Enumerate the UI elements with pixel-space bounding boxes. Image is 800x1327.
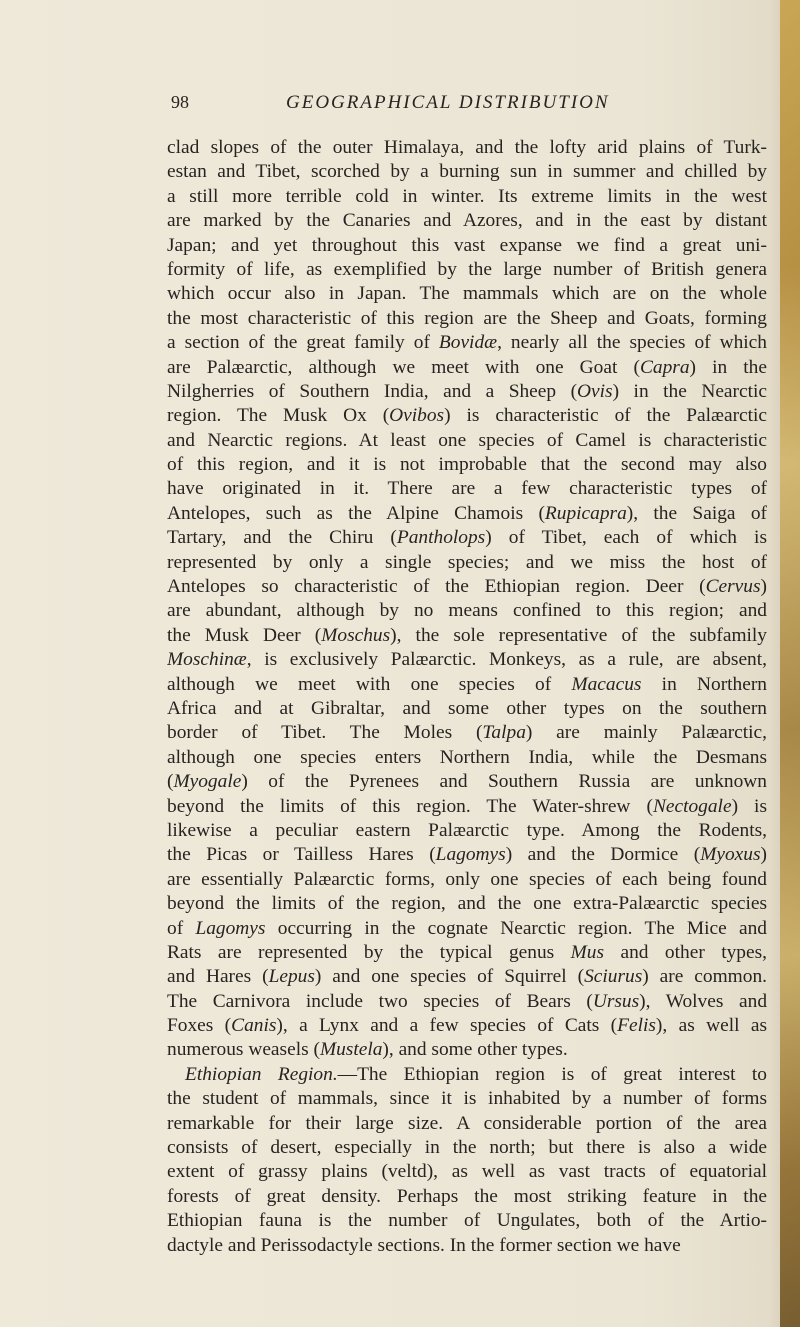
text-line (167, 234, 767, 258)
text-run: The Carnivora include two species of Bears ( (167, 990, 593, 1012)
text-run: region. The Musk Ox ( (167, 405, 390, 427)
italic-term: Nectogale (652, 795, 732, 817)
text-line (167, 941, 767, 965)
text-run: Rats are represented by the typical genus (167, 941, 571, 963)
text-run: and other types, (604, 941, 767, 963)
text-run: occurring in the cognate Nearctic region. The Mice and (265, 917, 767, 939)
text-line (167, 770, 767, 794)
italic-term: Mustela (319, 1039, 383, 1061)
text-line (167, 721, 767, 745)
italic-term: Capra (639, 356, 690, 378)
text-line (167, 1063, 767, 1087)
text-line (167, 185, 767, 209)
italic-term: Cervus (705, 576, 761, 598)
text-run: ) (760, 576, 767, 598)
italic-term: Lepus (268, 966, 315, 988)
text-run: the Musk Deer ( (167, 624, 322, 646)
text-line (167, 1185, 767, 1209)
text-run: of this region, and it is not improbable that the second may also (167, 454, 767, 476)
text-line (167, 551, 767, 575)
text-run: Foxes ( (167, 1015, 232, 1037)
italic-term: Moschus (321, 624, 391, 646)
text-line (167, 1234, 767, 1258)
text-line (167, 1136, 767, 1160)
italic-term: Macacus (571, 673, 642, 695)
text-line (167, 331, 767, 355)
text-line (167, 795, 767, 819)
text-line (167, 575, 767, 599)
text-run: ), the sole representative of the subfamily (390, 624, 767, 646)
italic-term: Sciurus (584, 966, 643, 988)
text-run: clad slopes of the outer Himalaya, and the lofty arid plains of Turk- (167, 137, 767, 158)
text-line (167, 624, 767, 648)
text-run: Antelopes, such as the Alpine Chamois ( (167, 502, 545, 524)
italic-term: Myoxus (700, 844, 761, 866)
text-line (167, 965, 767, 989)
text-run: Nilgherries of Southern India, and a Sheep ( (167, 380, 578, 402)
text-run: border of Tibet. The Moles ( (167, 722, 483, 744)
text-run: , is exclusively Palæarctic. Monkeys, as a rule, are absent, (246, 649, 767, 671)
text-line (167, 258, 767, 282)
italic-term: Moschinæ (167, 649, 247, 671)
text-run: a still more terrible cold in winter. Its extreme limits in the west (167, 185, 767, 207)
text-run: ), a Lynx and a few species of Cats ( (276, 1015, 618, 1037)
text-run: consists of desert, especially in the north; but there is also a wide (167, 1137, 767, 1159)
text-run: estan and Tibet, scorched by a burning sun in summer and chilled by (167, 161, 767, 183)
text-run: ) in the (689, 356, 767, 378)
italic-term: Ethiopian Region. (185, 1063, 338, 1085)
text-run: ) are mainly Palæarctic, (525, 722, 767, 744)
text-run: ) in the Nearctic (612, 380, 767, 402)
text-line (167, 673, 767, 697)
text-run: dactyle and Perissodactyle sections. In the former section we have (167, 1234, 681, 1256)
text-line (167, 453, 767, 477)
text-run: are Palæarctic, although we meet with one Goat ( (167, 356, 640, 378)
text-run: and Nearctic regions. At least one species of Camel is characteristic (167, 429, 767, 451)
text-run: Antelopes so characteristic of the Ethiopian region. Deer ( (167, 576, 706, 598)
text-run: ) are common. (642, 966, 767, 988)
text-line (167, 160, 767, 184)
italic-term: Ursus (592, 990, 640, 1012)
text-run: the most characteristic of this region are the Sheep and Goats, forming (167, 307, 767, 329)
text-run: , nearly all the species of which (497, 332, 767, 354)
text-run: the student of mammals, since it is inhabited by a number of forms (167, 1088, 767, 1110)
text-line (167, 1209, 767, 1233)
text-run: are marked by the Canaries and Azores, and in the east by distant (167, 210, 767, 232)
text-run: Africa and at Gibraltar, and some other types on the southern (167, 697, 767, 719)
text-run: Tartary, and the Chiru ( (167, 527, 397, 549)
italic-term: Pantholops (396, 527, 486, 549)
text-line (167, 843, 767, 867)
text-line (167, 477, 767, 501)
text-run: —The Ethiopian region is of great interest to (337, 1063, 767, 1085)
text-run: remarkable for their large size. A considerable portion of the area (167, 1112, 767, 1134)
text-run: a section of the great family of (167, 332, 439, 354)
page-number: 98 (171, 92, 189, 112)
italic-term: Ovis (577, 380, 613, 402)
text-run: ) of Tibet, each of which is (485, 527, 767, 549)
italic-term: Mus (570, 941, 605, 963)
text-run: in Northern (641, 673, 767, 695)
text-run: Japan; and yet throughout this vast expanse we find a great uni- (167, 234, 767, 256)
text-run: represented by only a single species; and we miss the host of (167, 551, 767, 573)
text-line (167, 307, 767, 331)
text-run: ( (167, 771, 174, 793)
text-run: and Hares ( (167, 966, 269, 988)
text-line (167, 1038, 767, 1062)
text-run: ), the Saiga of (626, 502, 767, 524)
running-title: GEOGRAPHICAL DISTRIBUTION (286, 92, 610, 113)
text-line (167, 648, 767, 672)
text-run: of (167, 917, 196, 939)
text-run: extent of grassy plains (veltd), as well as vast tracts of equatorial (167, 1161, 767, 1183)
text-line (167, 502, 767, 526)
italic-term: Bovidæ (438, 332, 498, 354)
text-run: formity of life, as exemplified by the large number of British genera (167, 258, 767, 280)
text-line (167, 1087, 767, 1111)
italic-term: Felis (617, 1015, 656, 1037)
text-line (167, 1014, 767, 1038)
text-run: ) and the Dormice ( (505, 844, 701, 866)
text-line (167, 819, 767, 843)
italic-term: Lagomys (435, 844, 506, 866)
page-edge (780, 0, 800, 1327)
text-line (167, 697, 767, 721)
text-line (167, 404, 767, 428)
text-line (167, 1160, 767, 1184)
text-line (167, 380, 767, 404)
text-run: are essentially Palæarctic forms, only one species of each being found (167, 868, 767, 890)
page-header (171, 92, 731, 120)
text-line (167, 868, 767, 892)
text-run: ) (760, 844, 767, 866)
text-run: ), and some other types. (382, 1039, 568, 1061)
text-run: ) is (731, 795, 767, 817)
body-text (167, 136, 767, 1258)
text-run: ), as well as (655, 1015, 767, 1037)
text-run: forests of great density. Perhaps the most striking feature in the (167, 1185, 767, 1207)
text-run: the Picas or Tailless Hares ( (167, 844, 436, 866)
text-run: although one species enters Northern India, while the Desmans (167, 746, 767, 768)
text-run: are abundant, although by no means confined to this region; and (167, 600, 767, 622)
text-run: likewise a peculiar eastern Palæarctic type. Among the Rodents, (167, 819, 767, 841)
italic-term: Lagomys (195, 917, 266, 939)
text-run: ), Wolves and (639, 990, 767, 1012)
italic-term: Ovibos (389, 405, 445, 427)
text-line (167, 282, 767, 306)
italic-term: Canis (231, 1015, 277, 1037)
text-line (167, 892, 767, 916)
text-run: have originated in it. There are a few characteristic types of (167, 478, 767, 500)
text-run: ) is characteristic of the Palæarctic (444, 405, 767, 427)
text-run: Ethiopian fauna is the number of Ungulates, both of the Artio- (167, 1210, 767, 1232)
italic-term: Talpa (482, 722, 526, 744)
italic-term: Rupicapra (544, 502, 627, 524)
text-line (167, 526, 767, 550)
text-line (167, 746, 767, 770)
text-line (167, 136, 767, 160)
text-run: beyond the limits of the region, and the one extra-Palæarctic species (167, 893, 767, 915)
italic-term: Myogale (173, 771, 242, 793)
text-run: ) and one species of Squirrel ( (314, 966, 585, 988)
text-run: although we meet with one species of (167, 673, 572, 695)
text-line (167, 599, 767, 623)
text-line (167, 917, 767, 941)
text-line (167, 990, 767, 1014)
text-run: which occur also in Japan. The mammals which are on the whole (167, 283, 767, 305)
text-line (167, 1112, 767, 1136)
text-run: beyond the limits of this region. The Water-shrew ( (167, 795, 653, 817)
text-line (167, 429, 767, 453)
text-line (167, 209, 767, 233)
text-line (167, 356, 767, 380)
text-run: numerous weasels ( (167, 1039, 320, 1061)
text-run: ) of the Pyrenees and Southern Russia are unknown (241, 771, 767, 793)
